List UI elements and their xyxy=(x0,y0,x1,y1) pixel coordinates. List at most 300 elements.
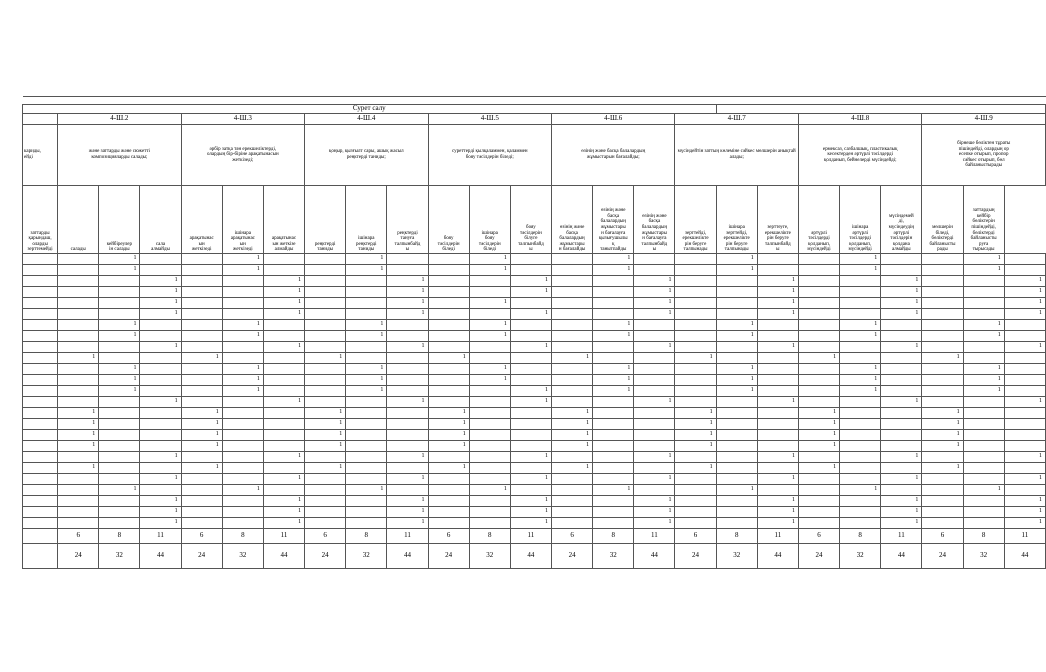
table-cell xyxy=(634,408,675,419)
total-cell: 8 xyxy=(222,529,263,544)
table-cell xyxy=(23,287,58,298)
blank-row xyxy=(23,97,1046,105)
table-cell: 1 xyxy=(634,342,675,353)
table-cell xyxy=(99,276,140,287)
table-cell: 1 xyxy=(798,408,839,419)
table-cell xyxy=(963,441,1004,452)
table-cell: 1 xyxy=(757,397,798,408)
table-cell xyxy=(552,320,593,331)
table-cell xyxy=(634,254,675,265)
table-cell: 1 xyxy=(963,386,1004,397)
table-cell xyxy=(840,353,881,364)
total-cell: 11 xyxy=(634,529,675,544)
table-cell xyxy=(552,485,593,496)
table-cell: 1 xyxy=(263,507,304,518)
table-cell xyxy=(469,507,510,518)
table-cell: 1 xyxy=(510,397,551,408)
total-cell: 6 xyxy=(305,529,346,544)
level-subheader: кейбіреулер ін салады xyxy=(99,186,140,254)
table-cell xyxy=(634,430,675,441)
table-cell: 1 xyxy=(510,452,551,463)
table-cell: 1 xyxy=(181,463,222,474)
table-cell xyxy=(1004,408,1045,419)
table-cell xyxy=(305,309,346,320)
table-cell xyxy=(634,375,675,386)
table-body xyxy=(23,97,1046,569)
table-cell: 1 xyxy=(99,331,140,342)
table-cell: 1 xyxy=(469,364,510,375)
table-cell xyxy=(469,276,510,287)
table-cell xyxy=(263,331,304,342)
table-cell xyxy=(23,353,58,364)
table-cell xyxy=(428,485,469,496)
table-cell xyxy=(798,364,839,375)
table-cell: 1 xyxy=(387,276,428,287)
table-cell xyxy=(305,254,346,265)
table-cell: 1 xyxy=(798,419,839,430)
table-cell xyxy=(23,485,58,496)
table-cell xyxy=(469,496,510,507)
title-row xyxy=(23,105,1046,114)
table-cell: 1 xyxy=(840,386,881,397)
level-subheader: салады xyxy=(58,186,99,254)
table-cell xyxy=(428,298,469,309)
table-cell xyxy=(346,408,387,419)
table-cell xyxy=(675,397,716,408)
table-cell: 1 xyxy=(757,342,798,353)
table-cell: 1 xyxy=(634,496,675,507)
table-cell xyxy=(552,386,593,397)
table-cell: 1 xyxy=(963,485,1004,496)
table-cell: 1 xyxy=(840,485,881,496)
table-cell xyxy=(222,441,263,452)
table-cell: 1 xyxy=(222,485,263,496)
table-cell: 1 xyxy=(881,518,922,529)
table-cell: 1 xyxy=(346,375,387,386)
table-cell xyxy=(346,452,387,463)
table-cell xyxy=(140,331,181,342)
table-cell: 1 xyxy=(634,276,675,287)
table-cell xyxy=(99,342,140,353)
table-cell xyxy=(716,353,757,364)
table-cell xyxy=(305,276,346,287)
table-cell: 1 xyxy=(263,298,304,309)
table-cell xyxy=(922,254,963,265)
table-cell xyxy=(881,463,922,474)
table-cell: 1 xyxy=(346,485,387,496)
table-cell xyxy=(798,452,839,463)
total-cell: 44 xyxy=(387,544,428,569)
table-cell xyxy=(469,452,510,463)
table-cell: 1 xyxy=(346,364,387,375)
table-cell xyxy=(675,375,716,386)
table-cell: 1 xyxy=(798,430,839,441)
table-cell xyxy=(1004,331,1045,342)
total-cell: 24 xyxy=(428,544,469,569)
subheader-row xyxy=(23,186,1046,254)
table-row xyxy=(23,254,1046,265)
table-cell xyxy=(593,342,634,353)
table-cell: 1 xyxy=(140,474,181,485)
table-cell xyxy=(181,485,222,496)
table-row xyxy=(23,298,1046,309)
table-cell xyxy=(593,507,634,518)
table-cell xyxy=(263,320,304,331)
table-cell: 1 xyxy=(222,386,263,397)
table-cell: 1 xyxy=(675,441,716,452)
table-cell xyxy=(23,518,58,529)
table-cell: 1 xyxy=(552,408,593,419)
table-cell: 1 xyxy=(593,254,634,265)
table-cell xyxy=(593,518,634,529)
table-cell xyxy=(305,474,346,485)
level-subheader: арақатынас ын жеткізеді xyxy=(181,186,222,254)
table-cell xyxy=(181,320,222,331)
table-cell: 1 xyxy=(387,474,428,485)
table-cell xyxy=(428,375,469,386)
level-subheader: заттарды қарындаш, оларды зерттемейді xyxy=(23,186,58,254)
table-cell xyxy=(963,353,1004,364)
table-cell xyxy=(428,518,469,529)
table-cell: 1 xyxy=(387,397,428,408)
total-cell: 32 xyxy=(593,544,634,569)
table-cell xyxy=(963,507,1004,518)
table-cell: 1 xyxy=(469,375,510,386)
level-subheader: бояу тәсілдерін білуге талпынбайд ы xyxy=(510,186,551,254)
table-cell xyxy=(840,298,881,309)
table-cell: 1 xyxy=(922,419,963,430)
section-title: Сурет салу xyxy=(23,105,717,114)
table-cell xyxy=(593,397,634,408)
table-cell xyxy=(798,320,839,331)
table-cell xyxy=(1004,265,1045,276)
table-cell: 1 xyxy=(716,375,757,386)
table-cell xyxy=(469,441,510,452)
table-cell: 1 xyxy=(428,419,469,430)
table-cell: 1 xyxy=(634,298,675,309)
table-cell xyxy=(675,309,716,320)
table-cell: 1 xyxy=(263,397,304,408)
table-cell xyxy=(469,397,510,408)
criterion-code: 4-Ш.6 xyxy=(552,114,675,125)
total-cell: 11 xyxy=(510,529,551,544)
table-row xyxy=(23,320,1046,331)
table-cell xyxy=(140,353,181,364)
table-cell xyxy=(840,397,881,408)
table-cell xyxy=(99,507,140,518)
table-cell: 1 xyxy=(387,287,428,298)
table-cell: 1 xyxy=(757,276,798,287)
table-cell xyxy=(840,518,881,529)
table-row xyxy=(23,342,1046,353)
table-cell xyxy=(881,375,922,386)
table-cell: 1 xyxy=(634,507,675,518)
table-cell: 1 xyxy=(510,507,551,518)
table-cell xyxy=(181,452,222,463)
total-cell: 24 xyxy=(552,544,593,569)
total-cell: 24 xyxy=(305,544,346,569)
table-cell xyxy=(23,507,58,518)
table-cell: 1 xyxy=(428,430,469,441)
table-cell: 1 xyxy=(58,419,99,430)
table-cell xyxy=(510,375,551,386)
table-cell: 1 xyxy=(757,507,798,518)
table-cell xyxy=(140,463,181,474)
table-cell xyxy=(23,441,58,452)
table-cell xyxy=(305,320,346,331)
table-cell xyxy=(428,342,469,353)
criterion-description: әрбір затқа тән ерекшеліктерді, олардың бір-біріне арақатынасын жеткізеді; xyxy=(181,125,304,186)
table-cell xyxy=(634,353,675,364)
table-cell: 1 xyxy=(1004,474,1045,485)
table-cell xyxy=(305,342,346,353)
table-cell: 1 xyxy=(593,265,634,276)
table-cell xyxy=(757,254,798,265)
table-cell xyxy=(428,496,469,507)
table-cell xyxy=(716,463,757,474)
table-cell xyxy=(99,287,140,298)
table-cell xyxy=(387,463,428,474)
table-cell xyxy=(222,496,263,507)
table-cell xyxy=(675,474,716,485)
table-cell: 1 xyxy=(469,320,510,331)
table-row xyxy=(23,507,1046,518)
table-cell xyxy=(510,298,551,309)
table-cell xyxy=(675,287,716,298)
table-cell xyxy=(263,441,304,452)
table-row xyxy=(23,474,1046,485)
table-cell xyxy=(222,287,263,298)
table-cell xyxy=(510,364,551,375)
table-cell: 1 xyxy=(963,254,1004,265)
table-cell: 1 xyxy=(58,353,99,364)
table-cell: 1 xyxy=(387,507,428,518)
table-cell: 1 xyxy=(428,441,469,452)
table-cell xyxy=(675,298,716,309)
criterion-code: 4-Ш.3 xyxy=(181,114,304,125)
table-cell xyxy=(716,309,757,320)
code-row xyxy=(23,114,1046,125)
table-cell: 1 xyxy=(881,342,922,353)
table-cell xyxy=(58,265,99,276)
criterion-description: суреттерді қылқаламмен, қаламмен бояу тәсілдерін біледі; xyxy=(428,125,551,186)
table-cell: 1 xyxy=(99,485,140,496)
table-cell xyxy=(798,507,839,518)
table-cell xyxy=(305,364,346,375)
table-cell xyxy=(222,474,263,485)
table-cell xyxy=(23,397,58,408)
table-cell xyxy=(58,364,99,375)
table-row xyxy=(23,276,1046,287)
table-cell xyxy=(346,353,387,364)
table-cell xyxy=(181,265,222,276)
table-cell xyxy=(552,518,593,529)
table-cell: 1 xyxy=(305,419,346,430)
table-cell xyxy=(593,496,634,507)
table-cell xyxy=(1004,254,1045,265)
criterion-description: ермексаз, сазбалшық, пластикалық кесектерден әртүрлі тәсілдерді қолданып, бейнелерді мүсіндейді; xyxy=(798,125,921,186)
total-cell: 6 xyxy=(922,529,963,544)
table-cell xyxy=(552,298,593,309)
table-cell xyxy=(181,342,222,353)
table-cell: 1 xyxy=(716,254,757,265)
table-cell xyxy=(263,254,304,265)
table-cell xyxy=(922,485,963,496)
total-cell: 11 xyxy=(140,529,181,544)
table-cell: 1 xyxy=(510,518,551,529)
criterion-description: кариды, ейді xyxy=(23,125,58,186)
table-cell xyxy=(387,364,428,375)
table-cell xyxy=(428,265,469,276)
table-cell xyxy=(23,430,58,441)
table-cell: 1 xyxy=(428,463,469,474)
table-cell: 1 xyxy=(840,331,881,342)
table-cell xyxy=(510,265,551,276)
table-cell xyxy=(675,265,716,276)
table-cell xyxy=(922,276,963,287)
table-row xyxy=(23,419,1046,430)
table-cell xyxy=(469,342,510,353)
total-cell: 8 xyxy=(963,529,1004,544)
table-cell: 1 xyxy=(222,364,263,375)
table-cell: 1 xyxy=(99,364,140,375)
table-cell: 1 xyxy=(387,518,428,529)
table-cell: 1 xyxy=(140,452,181,463)
table-cell xyxy=(263,265,304,276)
table-cell: 1 xyxy=(222,254,263,265)
level-subheader: мүсіндемей ді, мүсіндеудің әртүрлі тәсілдерін қолдана алмайды xyxy=(881,186,922,254)
table-cell xyxy=(346,276,387,287)
table-cell xyxy=(428,364,469,375)
table-cell xyxy=(428,452,469,463)
table-cell xyxy=(1004,430,1045,441)
table-cell: 1 xyxy=(963,331,1004,342)
table-cell xyxy=(263,430,304,441)
table-cell xyxy=(757,364,798,375)
table-cell xyxy=(263,386,304,397)
table-cell xyxy=(757,331,798,342)
total-cell: 8 xyxy=(716,529,757,544)
table-cell xyxy=(798,397,839,408)
table-cell xyxy=(675,276,716,287)
table-cell xyxy=(798,386,839,397)
table-cell xyxy=(716,342,757,353)
table-cell xyxy=(58,507,99,518)
table-cell xyxy=(840,507,881,518)
table-cell: 1 xyxy=(140,276,181,287)
table-cell: 1 xyxy=(140,287,181,298)
table-cell xyxy=(263,419,304,430)
assessment-sheet xyxy=(22,96,1042,569)
table-cell xyxy=(593,309,634,320)
table-cell: 1 xyxy=(510,287,551,298)
table-cell: 1 xyxy=(263,474,304,485)
table-cell xyxy=(798,254,839,265)
table-cell xyxy=(23,375,58,386)
table-cell: 1 xyxy=(1004,309,1045,320)
table-cell xyxy=(181,309,222,320)
table-cell xyxy=(634,364,675,375)
table-row xyxy=(23,386,1046,397)
total-cell: 11 xyxy=(263,529,304,544)
criterion-description: қоңыр, қызғылт сары, ашық жасыл реңктерді таниды; xyxy=(305,125,428,186)
code-empty-cell xyxy=(23,114,58,125)
table-cell xyxy=(798,518,839,529)
table-cell xyxy=(716,419,757,430)
level-subheader: ішінара зерттейді, ерекшелікте рін беруге талпынады xyxy=(716,186,757,254)
table-cell xyxy=(675,254,716,265)
table-cell xyxy=(593,463,634,474)
table-cell: 1 xyxy=(263,452,304,463)
table-cell xyxy=(675,364,716,375)
table-cell: 1 xyxy=(469,485,510,496)
table-cell: 1 xyxy=(387,342,428,353)
total-cell: 32 xyxy=(99,544,140,569)
table-cell xyxy=(58,309,99,320)
total-cell: 32 xyxy=(469,544,510,569)
table-cell xyxy=(1004,320,1045,331)
total-cell: 32 xyxy=(840,544,881,569)
table-cell xyxy=(305,518,346,529)
table-cell xyxy=(58,320,99,331)
table-cell xyxy=(840,276,881,287)
criterion-code: 4-Ш.9 xyxy=(922,114,1046,125)
total-cell: 11 xyxy=(1004,529,1045,544)
table-cell xyxy=(716,276,757,287)
table-cell xyxy=(963,463,1004,474)
table-cell xyxy=(140,441,181,452)
table-cell xyxy=(58,287,99,298)
table-cell xyxy=(798,276,839,287)
table-cell xyxy=(552,364,593,375)
table-cell xyxy=(798,474,839,485)
table-cell xyxy=(428,386,469,397)
table-cell: 1 xyxy=(757,452,798,463)
table-cell xyxy=(922,309,963,320)
table-cell: 1 xyxy=(552,430,593,441)
table-cell: 1 xyxy=(634,287,675,298)
table-cell xyxy=(840,474,881,485)
table-cell xyxy=(181,375,222,386)
table-cell xyxy=(428,320,469,331)
table-cell xyxy=(1004,485,1045,496)
table-cell xyxy=(263,353,304,364)
total-cell: 24 xyxy=(675,544,716,569)
criterion-code: 4-Ш.8 xyxy=(798,114,921,125)
table-cell xyxy=(469,353,510,364)
table-cell: 1 xyxy=(552,463,593,474)
table-cell xyxy=(222,507,263,518)
table-cell: 1 xyxy=(675,408,716,419)
table-cell xyxy=(510,485,551,496)
table-cell xyxy=(840,452,881,463)
table-cell xyxy=(23,496,58,507)
table-cell xyxy=(510,353,551,364)
table-cell xyxy=(593,419,634,430)
table-cell: 1 xyxy=(1004,276,1045,287)
table-cell xyxy=(346,342,387,353)
table-cell xyxy=(305,331,346,342)
total-cell: 11 xyxy=(881,529,922,544)
table-cell xyxy=(23,320,58,331)
table-row xyxy=(23,518,1046,529)
table-cell: 1 xyxy=(552,353,593,364)
table-cell: 1 xyxy=(757,518,798,529)
table-cell xyxy=(58,518,99,529)
table-cell xyxy=(305,452,346,463)
table-cell xyxy=(346,397,387,408)
table-cell: 1 xyxy=(263,518,304,529)
